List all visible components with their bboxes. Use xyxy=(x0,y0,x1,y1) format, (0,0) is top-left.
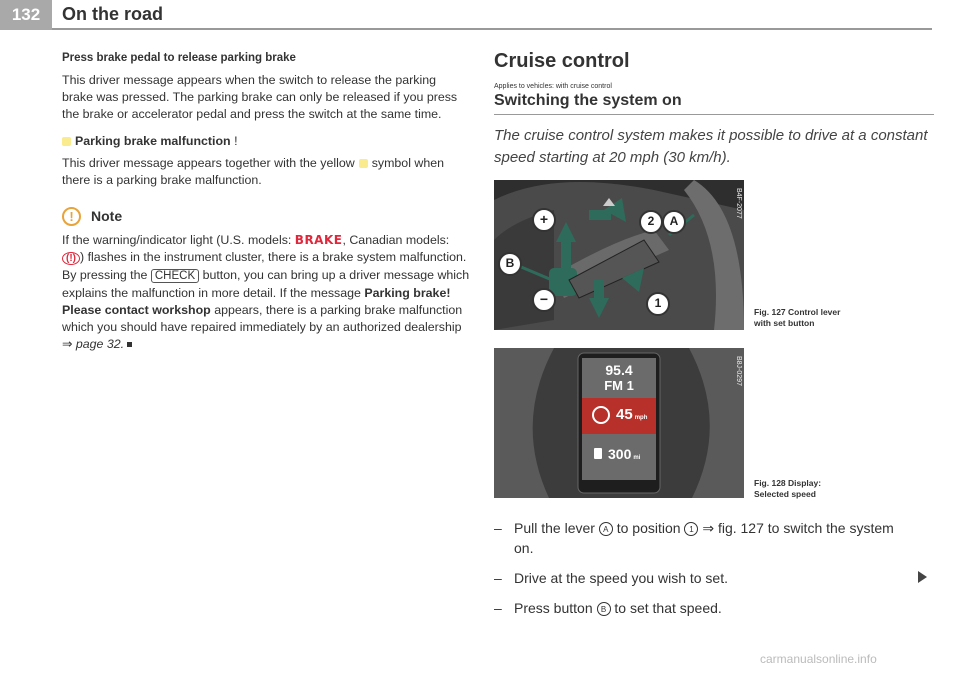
step-dash: – xyxy=(494,570,502,586)
header-rule xyxy=(52,28,932,30)
page-number: 132 xyxy=(0,0,52,30)
figure-127-control-lever xyxy=(494,180,744,330)
step-dash: – xyxy=(494,520,502,536)
radio-frequency: 95.4 xyxy=(605,362,633,378)
yellow-symbol-icon xyxy=(359,159,368,168)
range-value: 300 xyxy=(608,446,632,462)
figure-128-code: B8J-0297 xyxy=(735,356,742,386)
figure-128-caption-2: Selected speed xyxy=(754,489,816,499)
end-of-section-icon xyxy=(127,342,132,347)
malfunction-heading-line xyxy=(62,133,470,150)
range-display xyxy=(608,444,640,468)
control-lever-illustration xyxy=(494,180,744,330)
radio-band: FM 1 xyxy=(604,378,634,393)
label-a: A xyxy=(662,210,686,234)
subtitle-rule xyxy=(494,114,934,115)
cruise-control-title: Cruise control xyxy=(494,50,630,72)
watermark: carmanualsonline.info xyxy=(760,652,877,666)
step-2-text: Drive at the speed you wish to set. xyxy=(514,570,728,586)
lead-text: The cruise control system makes it possible to drive at a constant speed starting at 20 mph (30 km/h). xyxy=(494,127,928,166)
step-1 xyxy=(494,518,914,558)
malfunction-heading: Parking brake malfunction xyxy=(75,134,231,148)
step-3-text-a: Press button xyxy=(514,600,593,616)
note-part-3: ) flashes in the instrument cluster, there is a brake system malfunction. By pressing the xyxy=(62,250,467,282)
check-button-label: CHECK xyxy=(151,269,199,283)
plus-label: + xyxy=(532,208,556,232)
right-column xyxy=(494,50,934,169)
note-part-1: If the warning/indicator light (U.S. models: xyxy=(62,233,292,247)
note-bold-message: Parking brake! Please contact workshop xyxy=(62,286,451,317)
release-text: This driver message appears when the switch to release the parking brake was pressed. The parking brake can only be released if you press the brake or accelerator pedal and press the switch at the same time. xyxy=(62,73,458,121)
left-column xyxy=(62,50,470,363)
parking-brake-warning-icon xyxy=(62,137,71,146)
continue-arrow-icon xyxy=(918,571,927,583)
release-heading: Press brake pedal to release parking brake xyxy=(62,52,296,64)
step-3 xyxy=(494,598,914,618)
note-part-2: , Canadian models: xyxy=(342,233,450,247)
circle-1-icon: 1 xyxy=(684,522,698,536)
step-1-text xyxy=(514,518,914,558)
arrow-icon: ⇒ xyxy=(62,337,73,351)
figure-127-code: B4F-2077 xyxy=(735,188,742,219)
brake-word: BRAKE xyxy=(294,233,343,247)
figure-128-caption xyxy=(754,478,884,500)
label-1: 1 xyxy=(646,292,670,316)
set-speed-unit: mph xyxy=(634,415,648,421)
step-3-text-b: to set that speed. xyxy=(614,600,722,616)
malfunction-text-1: This driver message appears together with the yellow xyxy=(62,156,355,170)
page-reference-link[interactable]: page 32. xyxy=(75,337,125,351)
note-icon: ! xyxy=(62,207,81,226)
figure-127-caption xyxy=(754,307,884,329)
brake-warning-icon: (!) xyxy=(62,252,80,265)
fuel-pump-icon xyxy=(594,448,602,459)
step-dash: – xyxy=(494,600,502,616)
circle-a-icon: A xyxy=(599,522,613,536)
page-header xyxy=(0,0,960,32)
note-heading xyxy=(62,207,470,226)
figure-127-caption-1: Fig. 127 Control lever xyxy=(754,307,841,317)
label-b: B xyxy=(498,252,522,276)
instruction-steps xyxy=(494,518,914,628)
step-1-text-c[interactable]: ⇒ fig. 127 to switch the system on. xyxy=(514,520,894,556)
applies-note: Applies to vehicles: with cruise control xyxy=(494,83,612,90)
malfunction-text-2: symbol when there is a parking brake malfunction. xyxy=(62,156,445,187)
set-speed xyxy=(616,404,647,429)
note-text xyxy=(62,232,470,353)
step-2 xyxy=(494,568,914,588)
step-3-text xyxy=(514,598,722,618)
figure-128-display xyxy=(494,348,744,498)
circle-b-icon: B xyxy=(597,602,611,616)
malfunction-text xyxy=(62,155,470,189)
minus-label: − xyxy=(532,288,556,312)
step-1-text-a: Pull the lever xyxy=(514,520,595,536)
note-part-5: appears, there is a parking brake malfunction which you should have repaired immediately by an authorized dealership xyxy=(62,303,463,334)
switching-subtitle: Switching the system on xyxy=(494,92,682,109)
malfunction-heading-suffix: ! xyxy=(234,134,238,148)
range-unit: mi xyxy=(633,455,641,461)
figure-127-caption-2: with set button xyxy=(754,318,815,328)
section-title: On the road xyxy=(62,4,164,24)
step-1-text-b: to position xyxy=(616,520,681,536)
speedometer-icon xyxy=(592,406,610,424)
note-label: Note xyxy=(91,208,123,224)
note-part-4: button, you can bring up a driver message which explains the malfunction in more detail. If the message xyxy=(62,268,470,300)
set-speed-value: 45 xyxy=(616,406,633,423)
figure-128-caption-1: Fig. 128 Display: xyxy=(754,478,822,488)
label-2: 2 xyxy=(639,210,663,234)
